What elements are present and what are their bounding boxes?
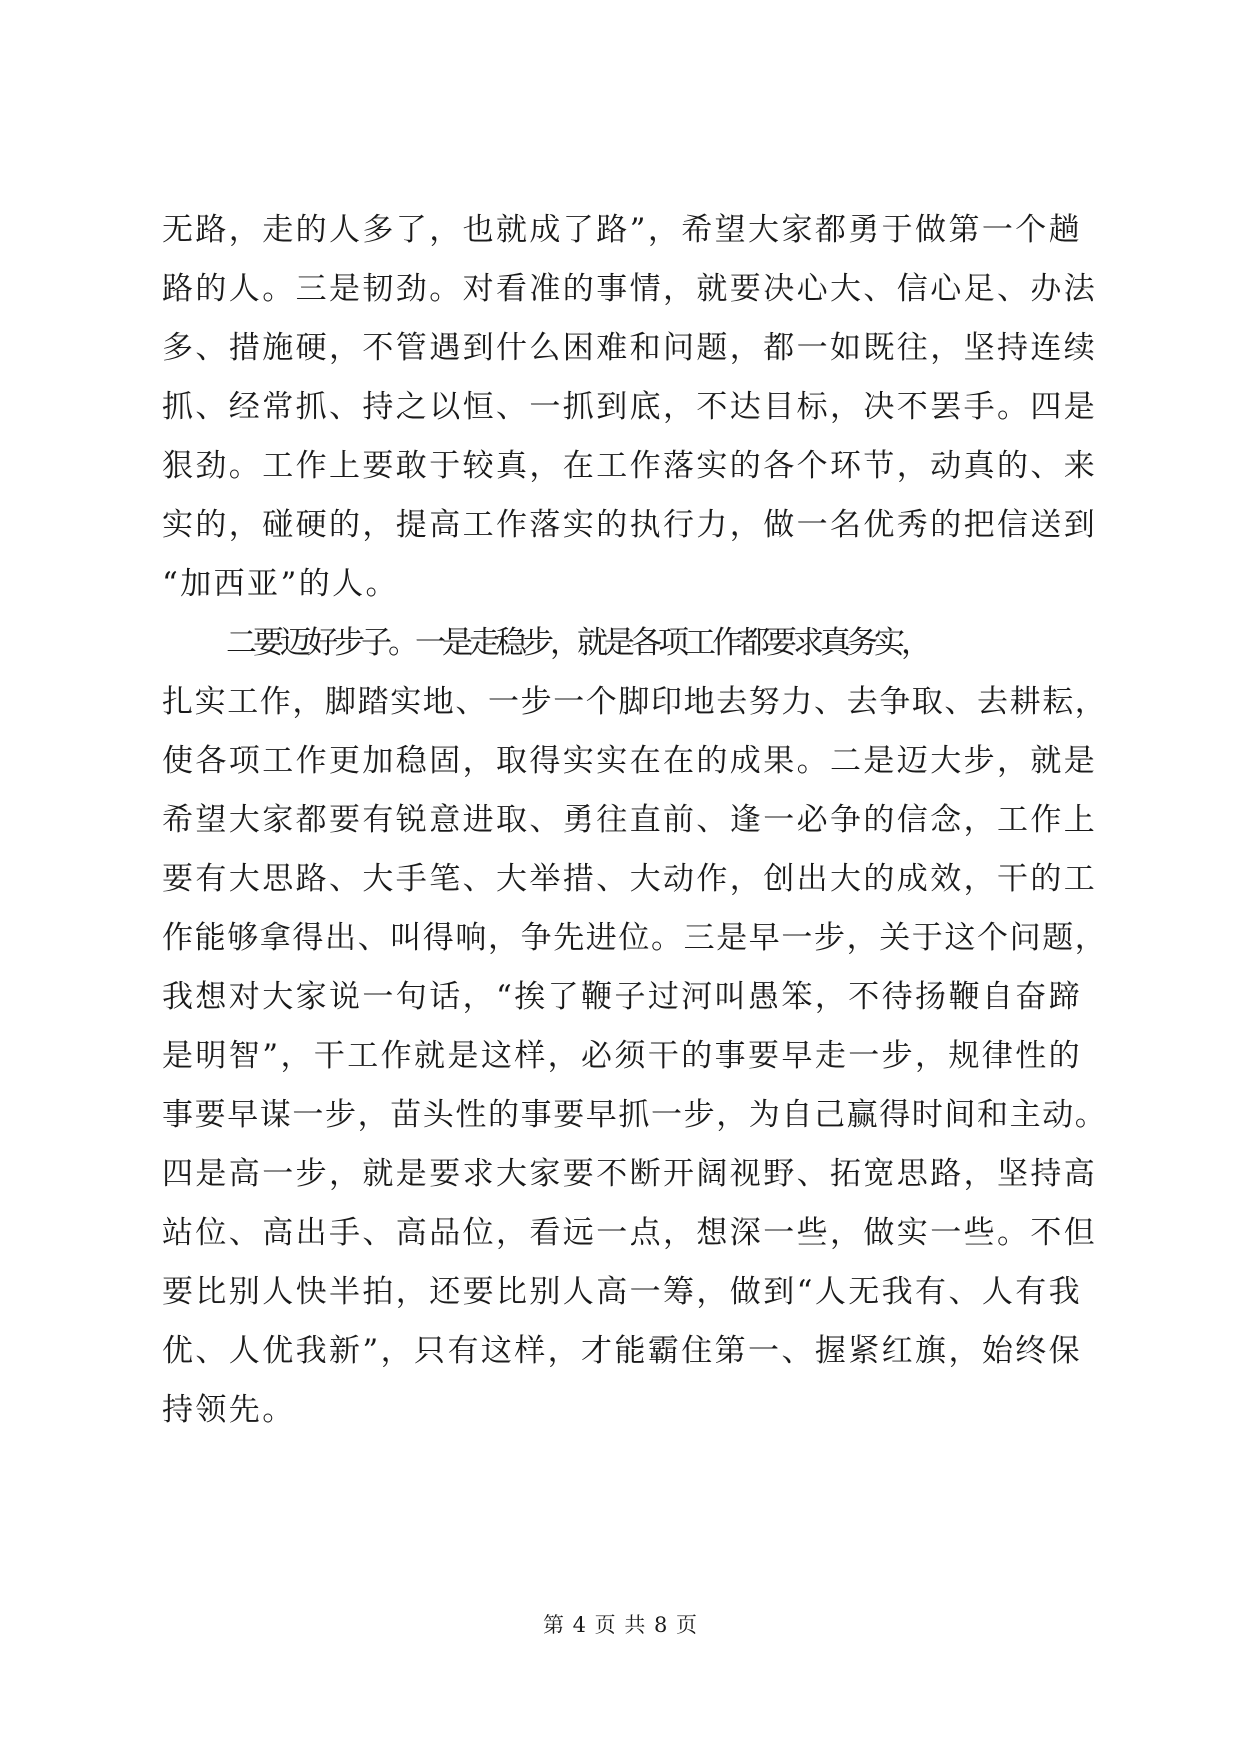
- paragraph-2-line-13: 优、人优我新”，只有这样，才能霸住第一、握紧红旗，始终保: [162, 1333, 1083, 1369]
- paragraph-2-line-11: 站位、高出手、高品位，看远一点，想深一些，做实一些。不但: [162, 1215, 1098, 1251]
- paragraph-2-line-4: 希望大家都要有锐意进取、勇往直前、逢一必争的信念，工作上: [162, 802, 1098, 838]
- paragraph-1-line-3: 多、措施硬，不管遇到什么困难和问题，都一如既往，坚持连续: [162, 330, 1098, 366]
- paragraph-1-line-6: 实的，碰硬的，提高工作落实的执行力，做一名优秀的把信送到: [162, 507, 1098, 543]
- paragraph-1-line-4: 抓、经常抓、持之以恒、一抓到底，不达目标，决不罢手。四是: [162, 389, 1098, 425]
- paragraph-1-line-5: 狠劲。工作上要敢于较真，在工作落实的各个环节，动真的、来: [162, 448, 1098, 484]
- paragraph-2-line-8: 是明智”，干工作就是这样，必须干的事要早走一步，规律性的: [162, 1038, 1083, 1074]
- paragraph-2-line-14: 持领先。: [162, 1392, 296, 1428]
- paragraph-2-line-3: 使各项工作更加稳固，取得实实在在的成果。二是迈大步，就是: [162, 743, 1098, 779]
- paragraph-2-line-1: 二要迈好步子。一是走稳步，就是各项工作都要求真务实，: [226, 625, 928, 661]
- paragraph-2-line-9: 事要早谋一步，苗头性的事要早抓一步，为自己赢得时间和主动。: [162, 1097, 1108, 1133]
- page-number-footer: 第 4 页 共 8 页: [542, 1613, 699, 1637]
- paragraph-2-line-5: 要有大思路、大手笔、大举措、大动作，创出大的成效，干的工: [162, 861, 1098, 897]
- paragraph-1-line-7: “加西亚”的人。: [162, 566, 399, 602]
- paragraph-2-line-2: 扎实工作，脚踏实地、一步一个脚印地去努力、去争取、去耕耘，: [162, 684, 1108, 720]
- paragraph-2-line-7: 我想对大家说一句话，“挨了鞭子过河叫愚笨，不待扬鞭自奋蹄: [162, 979, 1083, 1015]
- paragraph-1-line-2: 路的人。三是韧劲。对看准的事情，就要决心大、信心足、办法: [162, 271, 1098, 307]
- paragraph-2-line-10: 四是高一步，就是要求大家要不断开阔视野、拓宽思路，坚持高: [162, 1156, 1098, 1192]
- paragraph-2-line-6: 作能够拿得出、叫得响，争先进位。三是早一步，关于这个问题，: [162, 920, 1108, 956]
- paragraph-2-line-12: 要比别人快半拍，还要比别人高一筹，做到“人无我有、人有我: [162, 1274, 1083, 1310]
- paragraph-1-line-1: 无路，走的人多了，也就成了路”，希望大家都勇于做第一个趟: [162, 212, 1083, 248]
